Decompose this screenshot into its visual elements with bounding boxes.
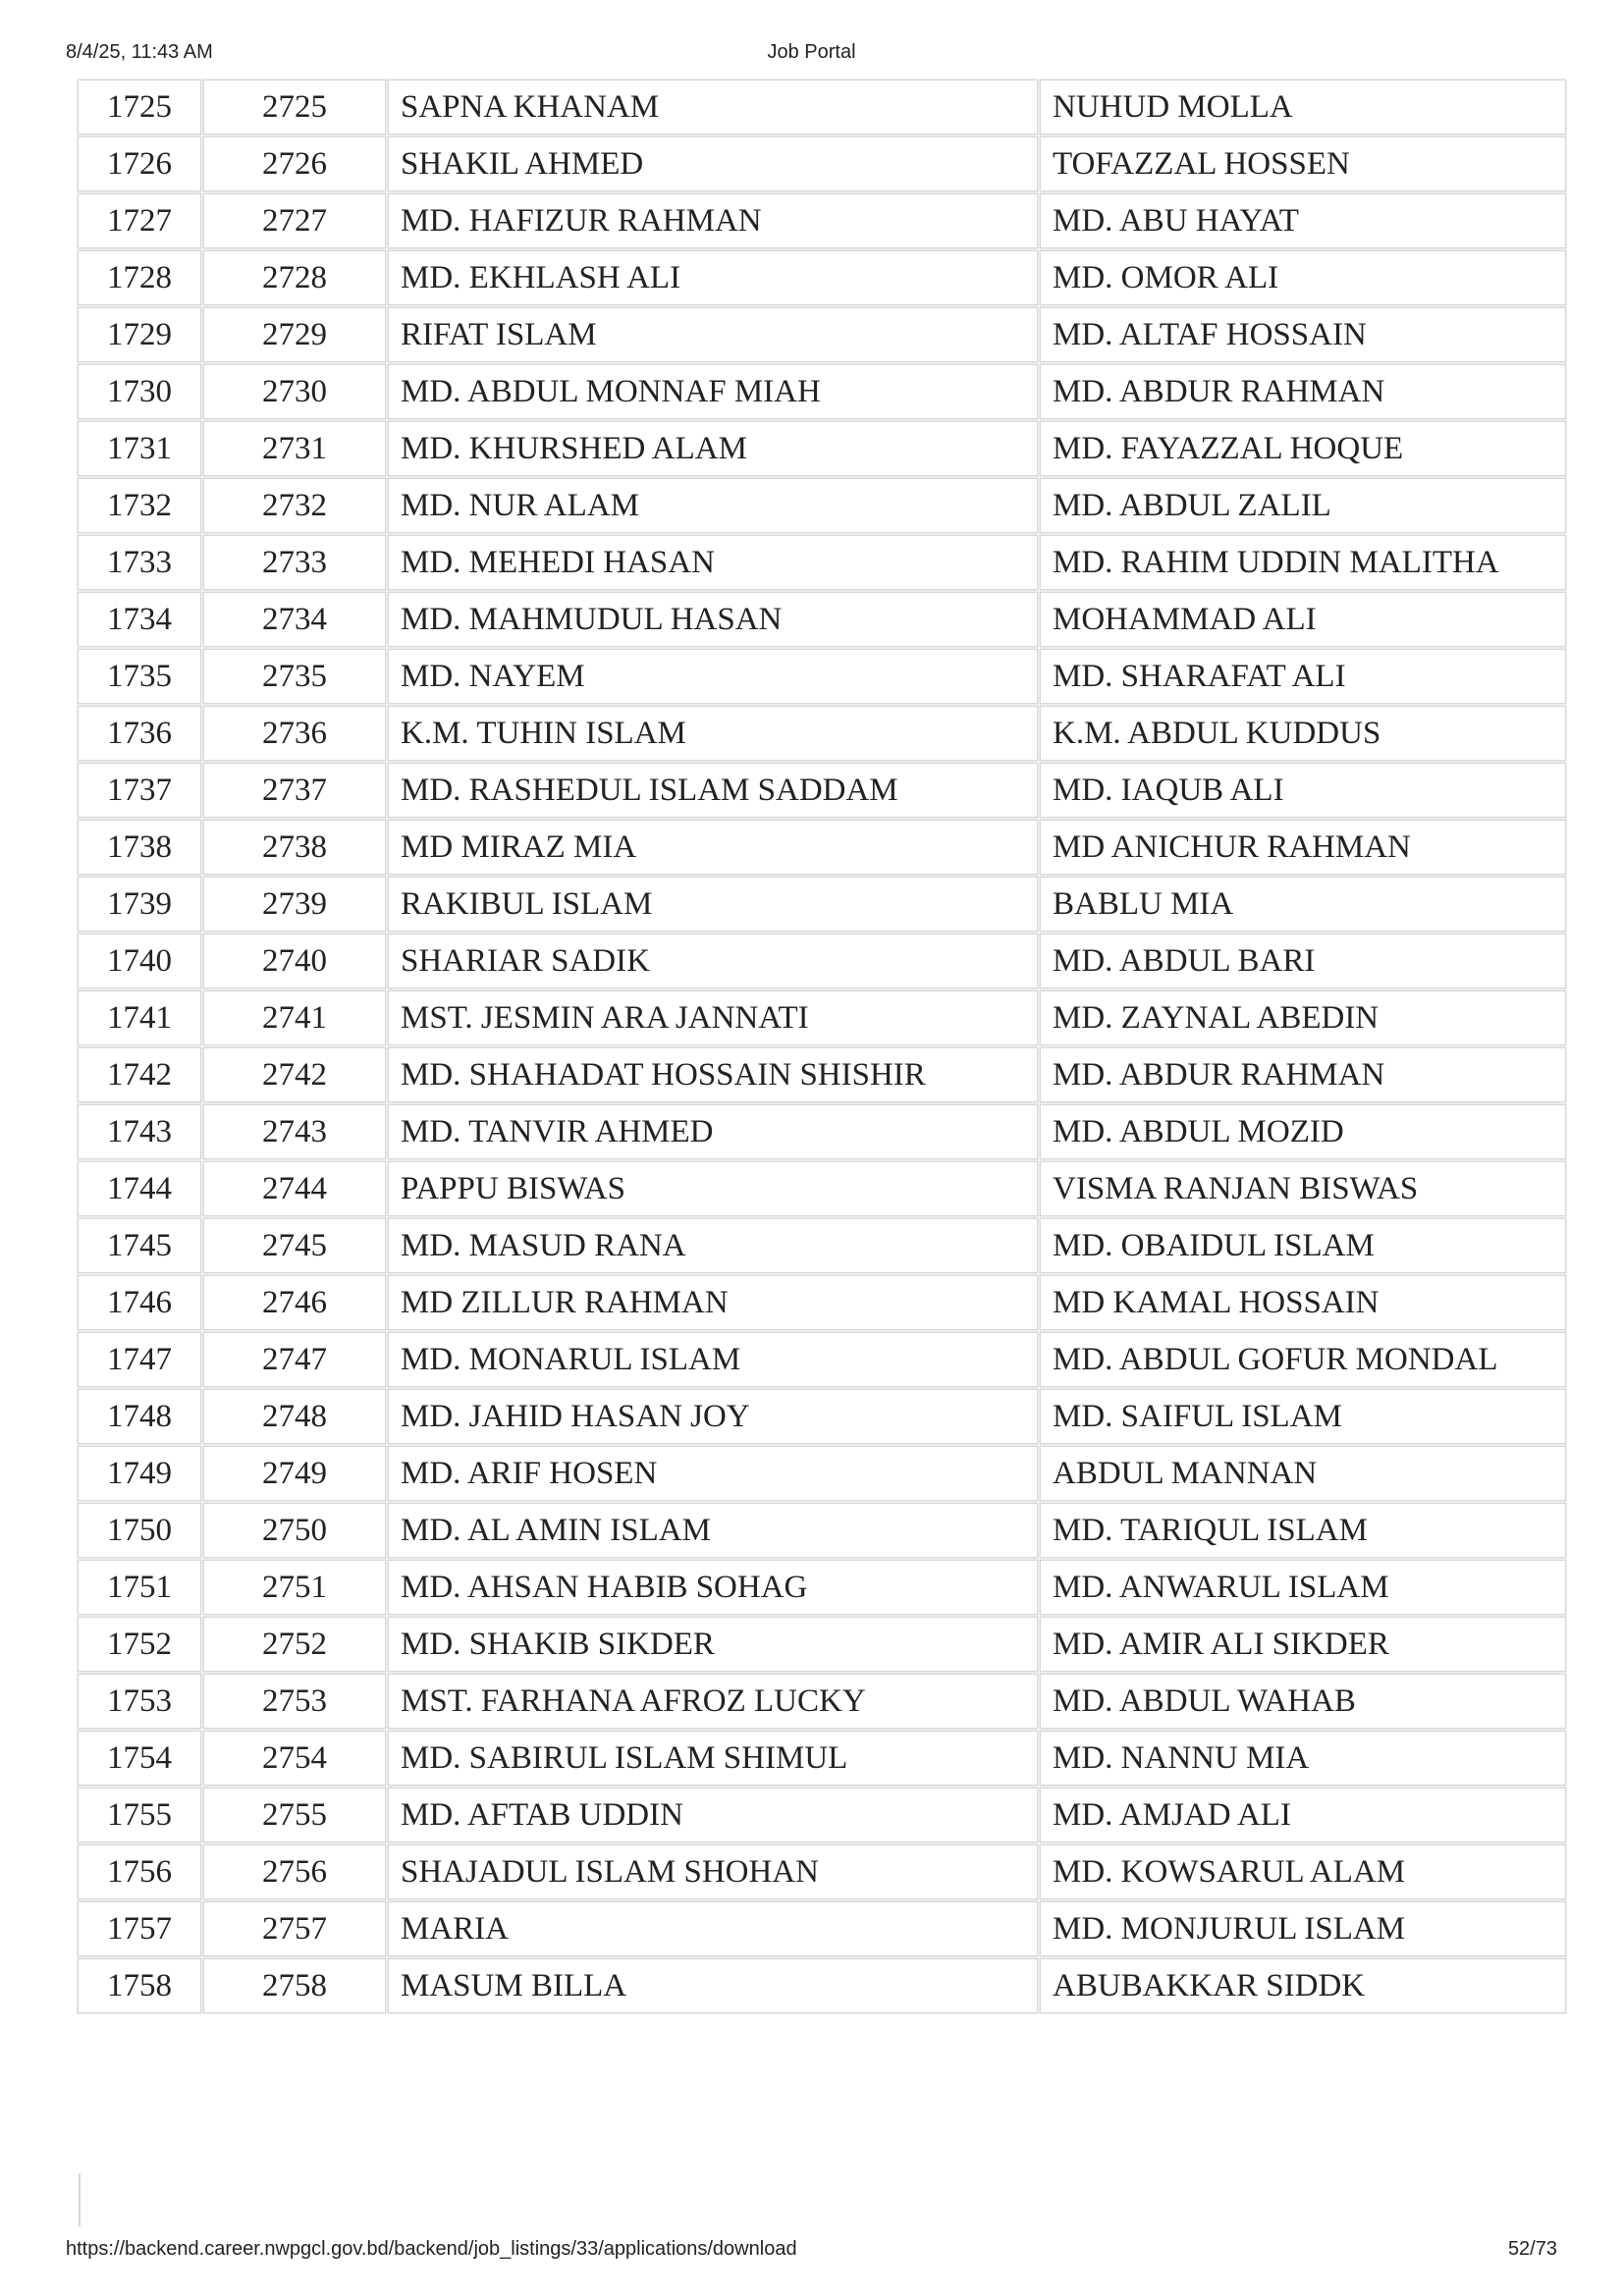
table-row bbox=[79, 1732, 1565, 1785]
serial-cell: 1728 bbox=[79, 251, 200, 304]
applicant-id-cell: 2732 bbox=[204, 479, 385, 532]
applicant-id-cell: 2743 bbox=[204, 1105, 385, 1158]
applicant-name-cell: MD. SABIRUL ISLAM SHIMUL bbox=[389, 1732, 1037, 1785]
father-name-cell: ABDUL MANNAN bbox=[1041, 1447, 1565, 1500]
serial-cell: 1740 bbox=[79, 934, 200, 988]
applicant-name-cell: SAPNA KHANAM bbox=[389, 80, 1037, 133]
applicant-name-cell: RIFAT ISLAM bbox=[389, 308, 1037, 361]
serial-cell: 1747 bbox=[79, 1333, 200, 1386]
serial-cell: 1731 bbox=[79, 422, 200, 475]
applicant-id-cell: 2758 bbox=[204, 1959, 385, 2012]
serial-cell: 1742 bbox=[79, 1048, 200, 1101]
applicant-id-cell: 2729 bbox=[204, 308, 385, 361]
applicant-name-cell: MD ZILLUR RAHMAN bbox=[389, 1276, 1037, 1329]
serial-cell: 1736 bbox=[79, 707, 200, 760]
table-row bbox=[79, 650, 1565, 703]
applicant-id-cell: 2756 bbox=[204, 1845, 385, 1898]
table-row bbox=[79, 536, 1565, 589]
table-row bbox=[79, 80, 1565, 133]
father-name-cell: VISMA RANJAN BISWAS bbox=[1041, 1162, 1565, 1215]
table-row bbox=[79, 1845, 1565, 1898]
table-row bbox=[79, 365, 1565, 418]
applicant-name-cell: MD. SHAKIB SIKDER bbox=[389, 1618, 1037, 1671]
father-name-cell: MD. ABDUR RAHMAN bbox=[1041, 365, 1565, 418]
applicant-name-cell: MD. MONARUL ISLAM bbox=[389, 1333, 1037, 1386]
applicant-name-cell: MD. RASHEDUL ISLAM SADDAM bbox=[389, 764, 1037, 817]
table-row bbox=[79, 251, 1565, 304]
table-row bbox=[79, 194, 1565, 247]
applicant-id-cell: 2725 bbox=[204, 80, 385, 133]
serial-cell: 1729 bbox=[79, 308, 200, 361]
father-name-cell: MD. ANWARUL ISLAM bbox=[1041, 1561, 1565, 1614]
applicant-id-cell: 2734 bbox=[204, 593, 385, 646]
serial-cell: 1732 bbox=[79, 479, 200, 532]
serial-cell: 1735 bbox=[79, 650, 200, 703]
serial-cell: 1755 bbox=[79, 1789, 200, 1842]
applicant-name-cell: MD. AL AMIN ISLAM bbox=[389, 1504, 1037, 1557]
table-row bbox=[79, 479, 1565, 532]
applicant-name-cell: MD. JAHID HASAN JOY bbox=[389, 1390, 1037, 1443]
serial-cell: 1749 bbox=[79, 1447, 200, 1500]
applicant-name-cell: SHAKIL AHMED bbox=[389, 137, 1037, 190]
serial-cell: 1726 bbox=[79, 137, 200, 190]
applicant-name-cell: MD. SHAHADAT HOSSAIN SHISHIR bbox=[389, 1048, 1037, 1101]
father-name-cell: ABUBAKKAR SIDDK bbox=[1041, 1959, 1565, 2012]
father-name-cell: K.M. ABDUL KUDDUS bbox=[1041, 707, 1565, 760]
serial-cell: 1738 bbox=[79, 821, 200, 874]
applicant-id-cell: 2754 bbox=[204, 1732, 385, 1785]
serial-cell: 1734 bbox=[79, 593, 200, 646]
father-name-cell: MD. ABDUL ZALIL bbox=[1041, 479, 1565, 532]
father-name-cell: MD. MONJURUL ISLAM bbox=[1041, 1902, 1565, 1955]
applicant-name-cell: MD. MEHEDI HASAN bbox=[389, 536, 1037, 589]
father-name-cell: MD. AMJAD ALI bbox=[1041, 1789, 1565, 1842]
father-name-cell: MD. ABDUL MOZID bbox=[1041, 1105, 1565, 1158]
applicant-name-cell: MD. KHURSHED ALAM bbox=[389, 422, 1037, 475]
table-row bbox=[79, 707, 1565, 760]
table-row bbox=[79, 1048, 1565, 1101]
serial-cell: 1741 bbox=[79, 991, 200, 1044]
applicant-id-cell: 2757 bbox=[204, 1902, 385, 1955]
father-name-cell: MD. SHARAFAT ALI bbox=[1041, 650, 1565, 703]
serial-cell: 1725 bbox=[79, 80, 200, 133]
father-name-cell: BABLU MIA bbox=[1041, 878, 1565, 931]
father-name-cell: MD KAMAL HOSSAIN bbox=[1041, 1276, 1565, 1329]
table-row bbox=[79, 593, 1565, 646]
applicant-name-cell: MST. FARHANA AFROZ LUCKY bbox=[389, 1675, 1037, 1728]
applicant-name-cell: MD. MASUD RANA bbox=[389, 1219, 1037, 1272]
serial-cell: 1751 bbox=[79, 1561, 200, 1614]
father-name-cell: MD. IAQUB ALI bbox=[1041, 764, 1565, 817]
table-row bbox=[79, 1390, 1565, 1443]
table-row bbox=[79, 1618, 1565, 1671]
father-name-cell: MD. SAIFUL ISLAM bbox=[1041, 1390, 1565, 1443]
applicant-name-cell: MD. MAHMUDUL HASAN bbox=[389, 593, 1037, 646]
father-name-cell: MD. ABDUR RAHMAN bbox=[1041, 1048, 1565, 1101]
table-row bbox=[79, 1447, 1565, 1500]
applicant-name-cell: MD. EKHLASH ALI bbox=[389, 251, 1037, 304]
applicant-id-cell: 2749 bbox=[204, 1447, 385, 1500]
table-row bbox=[79, 137, 1565, 190]
table-row bbox=[79, 422, 1565, 475]
applicant-id-cell: 2744 bbox=[204, 1162, 385, 1215]
serial-cell: 1758 bbox=[79, 1959, 200, 2012]
applicant-id-cell: 2747 bbox=[204, 1333, 385, 1386]
print-datetime: 8/4/25, 11:43 AM bbox=[66, 41, 213, 63]
serial-cell: 1754 bbox=[79, 1732, 200, 1785]
serial-cell: 1748 bbox=[79, 1390, 200, 1443]
table-row bbox=[79, 1219, 1565, 1272]
serial-cell: 1737 bbox=[79, 764, 200, 817]
applicant-name-cell: MASUM BILLA bbox=[389, 1959, 1037, 2012]
table-row bbox=[79, 1561, 1565, 1614]
father-name-cell: MD ANICHUR RAHMAN bbox=[1041, 821, 1565, 874]
serial-cell: 1733 bbox=[79, 536, 200, 589]
father-name-cell: NUHUD MOLLA bbox=[1041, 80, 1565, 133]
father-name-cell: MD. ABDUL GOFUR MONDAL bbox=[1041, 1333, 1565, 1386]
serial-cell: 1753 bbox=[79, 1675, 200, 1728]
father-name-cell: TOFAZZAL HOSSEN bbox=[1041, 137, 1565, 190]
applicants-table-container bbox=[79, 77, 1551, 2016]
page-number: 52/73 bbox=[1507, 2238, 1557, 2260]
applicant-id-cell: 2740 bbox=[204, 934, 385, 988]
father-name-cell: MD. ABDUL WAHAB bbox=[1041, 1675, 1565, 1728]
applicant-id-cell: 2738 bbox=[204, 821, 385, 874]
applicant-name-cell: MD MIRAZ MIA bbox=[389, 821, 1037, 874]
father-name-cell: MD. FAYAZZAL HOQUE bbox=[1041, 422, 1565, 475]
applicant-name-cell: MST. JESMIN ARA JANNATI bbox=[389, 991, 1037, 1044]
applicant-id-cell: 2737 bbox=[204, 764, 385, 817]
applicant-id-cell: 2741 bbox=[204, 991, 385, 1044]
serial-cell: 1746 bbox=[79, 1276, 200, 1329]
serial-cell: 1744 bbox=[79, 1162, 200, 1215]
table-row bbox=[79, 878, 1565, 931]
father-name-cell: MD. RAHIM UDDIN MALITHA bbox=[1041, 536, 1565, 589]
applicant-name-cell: MD. NUR ALAM bbox=[389, 479, 1037, 532]
father-name-cell: MD. KOWSARUL ALAM bbox=[1041, 1845, 1565, 1898]
table-row bbox=[79, 308, 1565, 361]
table-row bbox=[79, 1902, 1565, 1955]
applicant-id-cell: 2736 bbox=[204, 707, 385, 760]
table-row bbox=[79, 821, 1565, 874]
applicant-id-cell: 2753 bbox=[204, 1675, 385, 1728]
applicant-name-cell: MD. ABDUL MONNAF MIAH bbox=[389, 365, 1037, 418]
table-row bbox=[79, 1333, 1565, 1386]
page-url: https://backend.career.nwpgcl.gov.bd/backend/job_listings/33/applications/download bbox=[66, 2238, 797, 2260]
table-row bbox=[79, 991, 1565, 1044]
applicant-id-cell: 2748 bbox=[204, 1390, 385, 1443]
applicants-table bbox=[75, 77, 1569, 2016]
serial-cell: 1727 bbox=[79, 194, 200, 247]
applicant-id-cell: 2742 bbox=[204, 1048, 385, 1101]
serial-cell: 1752 bbox=[79, 1618, 200, 1671]
applicant-id-cell: 2751 bbox=[204, 1561, 385, 1614]
applicant-id-cell: 2730 bbox=[204, 365, 385, 418]
serial-cell: 1756 bbox=[79, 1845, 200, 1898]
applicant-name-cell: MD. TANVIR AHMED bbox=[389, 1105, 1037, 1158]
serial-cell: 1745 bbox=[79, 1219, 200, 1272]
applicant-id-cell: 2727 bbox=[204, 194, 385, 247]
applicant-id-cell: 2755 bbox=[204, 1789, 385, 1842]
applicant-name-cell: RAKIBUL ISLAM bbox=[389, 878, 1037, 931]
father-name-cell: MD. ZAYNAL ABEDIN bbox=[1041, 991, 1565, 1044]
table-row bbox=[79, 1162, 1565, 1215]
table-left-rule bbox=[79, 2173, 81, 2226]
serial-cell: 1750 bbox=[79, 1504, 200, 1557]
serial-cell: 1743 bbox=[79, 1105, 200, 1158]
applicant-id-cell: 2746 bbox=[204, 1276, 385, 1329]
applicant-name-cell: MD. HAFIZUR RAHMAN bbox=[389, 194, 1037, 247]
table-row bbox=[79, 1276, 1565, 1329]
applicant-id-cell: 2745 bbox=[204, 1219, 385, 1272]
applicant-name-cell: MD. ARIF HOSEN bbox=[389, 1447, 1037, 1500]
table-row bbox=[79, 1675, 1565, 1728]
applicant-name-cell: PAPPU BISWAS bbox=[389, 1162, 1037, 1215]
father-name-cell: MD. ABU HAYAT bbox=[1041, 194, 1565, 247]
applicant-name-cell: MD. AFTAB UDDIN bbox=[389, 1789, 1037, 1842]
applicant-id-cell: 2739 bbox=[204, 878, 385, 931]
father-name-cell: MD. ALTAF HOSSAIN bbox=[1041, 308, 1565, 361]
table-row bbox=[79, 764, 1565, 817]
serial-cell: 1757 bbox=[79, 1902, 200, 1955]
applicant-id-cell: 2733 bbox=[204, 536, 385, 589]
table-row bbox=[79, 1789, 1565, 1842]
applicant-name-cell: MARIA bbox=[389, 1902, 1037, 1955]
table-row bbox=[79, 1959, 1565, 2012]
father-name-cell: MD. TARIQUL ISLAM bbox=[1041, 1504, 1565, 1557]
applicant-id-cell: 2735 bbox=[204, 650, 385, 703]
applicant-id-cell: 2728 bbox=[204, 251, 385, 304]
applicant-name-cell: MD. NAYEM bbox=[389, 650, 1037, 703]
applicant-name-cell: K.M. TUHIN ISLAM bbox=[389, 707, 1037, 760]
applicant-name-cell: SHARIAR SADIK bbox=[389, 934, 1037, 988]
applicant-id-cell: 2752 bbox=[204, 1618, 385, 1671]
table-row bbox=[79, 1105, 1565, 1158]
father-name-cell: MD. OBAIDUL ISLAM bbox=[1041, 1219, 1565, 1272]
table-row bbox=[79, 934, 1565, 988]
father-name-cell: MD. NANNU MIA bbox=[1041, 1732, 1565, 1785]
serial-cell: 1739 bbox=[79, 878, 200, 931]
page-title: Job Portal bbox=[767, 41, 856, 63]
father-name-cell: MD. OMOR ALI bbox=[1041, 251, 1565, 304]
father-name-cell: MD. AMIR ALI SIKDER bbox=[1041, 1618, 1565, 1671]
father-name-cell: MD. ABDUL BARI bbox=[1041, 934, 1565, 988]
applicants-table-body bbox=[79, 80, 1565, 2012]
serial-cell: 1730 bbox=[79, 365, 200, 418]
father-name-cell: MOHAMMAD ALI bbox=[1041, 593, 1565, 646]
applicant-id-cell: 2726 bbox=[204, 137, 385, 190]
applicant-name-cell: SHAJADUL ISLAM SHOHAN bbox=[389, 1845, 1037, 1898]
applicant-name-cell: MD. AHSAN HABIB SOHAG bbox=[389, 1561, 1037, 1614]
applicant-id-cell: 2731 bbox=[204, 422, 385, 475]
applicant-id-cell: 2750 bbox=[204, 1504, 385, 1557]
table-row bbox=[79, 1504, 1565, 1557]
